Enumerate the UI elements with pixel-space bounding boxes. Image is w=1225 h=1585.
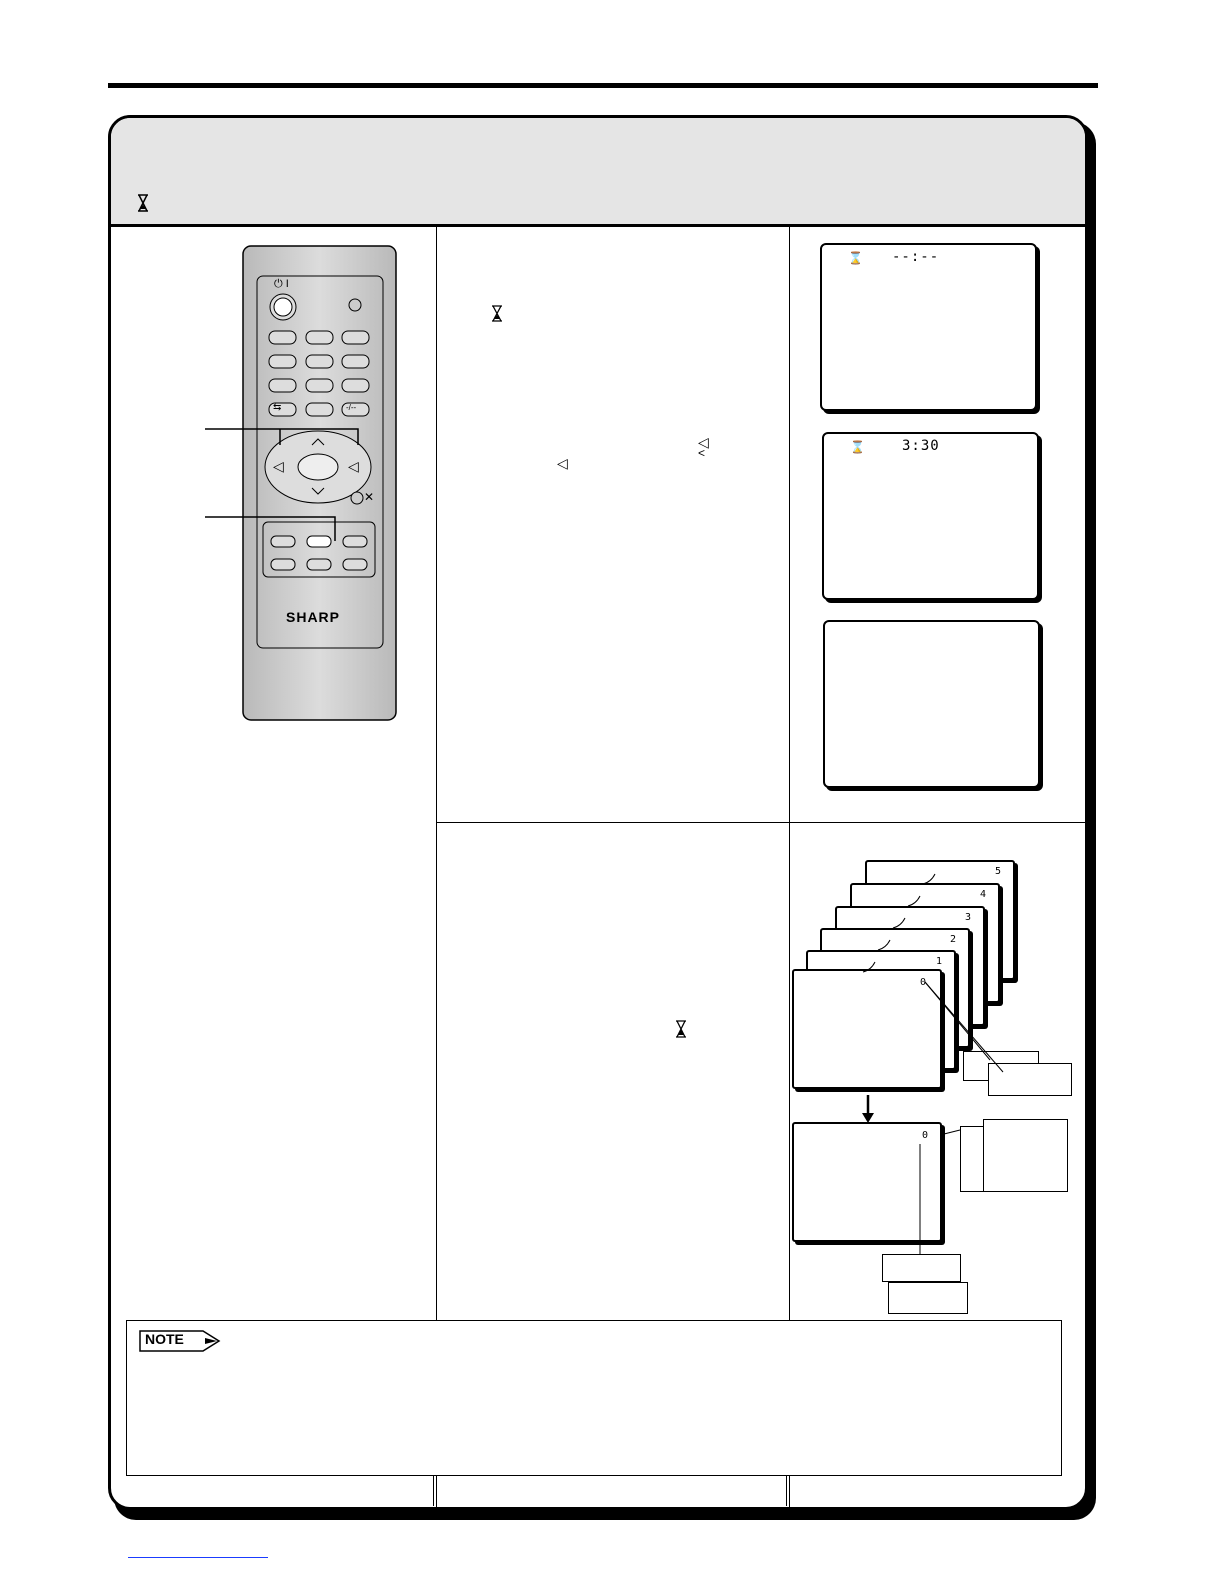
callout-lines bbox=[205, 425, 365, 545]
power-icon: ⏻ I bbox=[274, 278, 289, 290]
top-rule bbox=[108, 83, 1098, 88]
countdown-number: 2 bbox=[949, 934, 956, 945]
arrow-right-icon: ◁ bbox=[348, 458, 359, 474]
note-box bbox=[126, 1320, 1062, 1476]
note-label: NOTE bbox=[145, 1331, 184, 1347]
digit-select-label: -/-- bbox=[346, 403, 357, 412]
countdown-arrows bbox=[855, 870, 945, 980]
arrow-left-icon: ◁ bbox=[273, 458, 284, 474]
final-counter: 0 bbox=[921, 1130, 928, 1141]
column-divider-1 bbox=[436, 224, 437, 1510]
column-divider-foot-2 bbox=[786, 1476, 787, 1506]
brand-logo: SHARP bbox=[286, 609, 341, 625]
countdown-number: 0 bbox=[919, 977, 926, 988]
countdown-number: 4 bbox=[979, 889, 986, 900]
screen-timer-off bbox=[820, 243, 1037, 411]
section-header bbox=[111, 118, 1085, 227]
hourglass-icon bbox=[491, 305, 503, 322]
row-divider bbox=[436, 822, 1088, 823]
screen-time: 3:30 bbox=[902, 438, 940, 454]
column-divider-foot-1 bbox=[433, 1476, 434, 1506]
countdown-number: 5 bbox=[994, 866, 1001, 877]
leader-lines bbox=[900, 980, 1010, 1260]
countdown-number: 1 bbox=[935, 956, 942, 967]
hourglass-icon bbox=[137, 194, 149, 212]
chevron-icon: < bbox=[698, 446, 706, 460]
arrow-right-icon: ◁ bbox=[698, 434, 709, 450]
screen-timer-set bbox=[822, 432, 1039, 600]
arrow-left-icon: ◁ bbox=[557, 455, 568, 471]
hourglass-icon: ⌛ bbox=[850, 440, 865, 454]
column-divider-2 bbox=[789, 224, 790, 1510]
screen-time: --:-- bbox=[892, 249, 940, 265]
label-box bbox=[888, 1282, 968, 1314]
screen-blank bbox=[823, 620, 1040, 788]
down-arrow-icon bbox=[860, 1095, 876, 1125]
hourglass-icon: ⌛ bbox=[848, 251, 863, 265]
footer-link[interactable] bbox=[128, 1557, 268, 1558]
mute-icon: ✕ bbox=[364, 490, 375, 504]
swap-icon: ⇆ bbox=[273, 402, 282, 413]
hourglass-icon bbox=[675, 1020, 687, 1038]
countdown-number: 3 bbox=[964, 912, 971, 923]
